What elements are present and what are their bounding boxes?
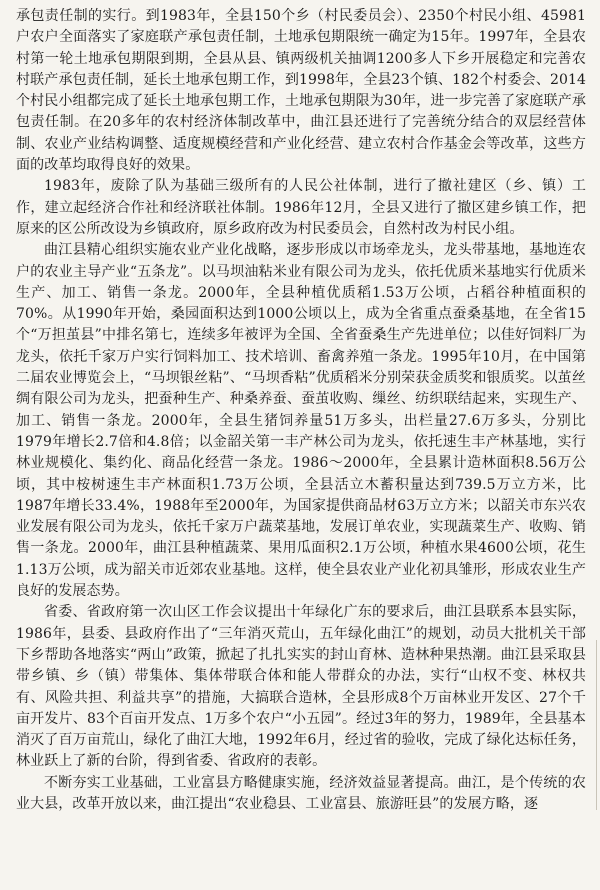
paragraph-industry: 不断夯实工业基础，工业富县方略健康实施，经济效益显著提高。曲江，是个传统的农业大县，改革开放以来，曲江提出“农业稳县、工业富县、旅游旺县”的发展方略，逐 xyxy=(16,774,586,812)
paragraph-land-contract: 承包责任制的实行。到1983年，全县150个乡（村民委员会）、2350个村民小组、45981户农户全面落实了家庭联产承包责任制，土地承包期限统一确定为15年。1997年，全县农村第一轮土地承包期限到期，全县从县、镇两级机关抽调1200多人下乡开展稳定和完善农村联产承包责任制，延长土地承包期工作，到1998年，全县23个镇、182个村委会、2014个村民小组都完成了延长土地承包期工作，土地承包期限为30年，进一步完善了家庭联产承包责任制。在20多年的农村经济体制改革中，曲江县还进行了完善统分结合的双层经营体制、农业产业结构调整、适度规模经营和产业化经营、建立农村合作基金会等改革，这些方面的改革均取得良好的效果。 xyxy=(16,8,586,174)
paragraph-agri-industrialization: 曲江县精心组织实施农业产业化战略，逐步形成以市场牵龙头，龙头带基地，基地连农户的农业主导产业“五条龙”。以马坝油粘米业有限公司为龙头，依托优质米基地实行优质米生产、加工、销售一条龙。2000年，全县种植优质稻1.53万公顷，占稻谷种植面积的70%。从1990年开始，桑园面积达到1000公顷以上，成为全省重点蚕桑基地，在全省15个“万担茧县”中排名第七，连续多年被评为全国、全省蚕桑生产先进单位；以佳好饲料厂为龙头，依托千家万户实行饲料加工、技术培训、畜禽养殖一条龙。1995年10月，在中国第二届农业博览会上，“马坝银丝粘”、“马坝香粘”优质稻米分别荣获金质奖和银质奖。以茧丝绸有限公司为龙头，把蚕种生产、种桑养蚕、蚕茧收购、缫丝、纺织联结起来，实现生产、加工、销售一条龙。2000年，全县生猪饲养量51万多头，出栏量27.6万多头，分别比1979年增长2.7倍和4.8倍；以金韶关第一丰产林公司为龙头，依托速生丰产林基地，实行林业规模化、集约化、商品化经营一条龙。1986～2000年，全县累计造林面积8.56万公顷，其中桉树速生丰产林面积1.73万公顷，全县活立木蓄积量达到739.5万立方米，比1987年增长33.4%，1988年至2000年，为国家提供商品材63万立方米；以韶关市东兴农业发展有限公司为龙头，依托千家万户蔬菜基地，发展订单农业，实现蔬菜生产、收购、销售一条龙。2000年，曲江县种植蔬菜、果用瓜面积2.1万公顷，种植水果4600公顷，花生1.13万公顷，成为韶关市近郊农业基地。这样，使全县农业产业化初具雏形，形成农业生产良好的发展态势。 xyxy=(16,242,586,600)
paragraph-greening: 省委、省政府第一次山区工作会议提出十年绿化广东的要求后，曲江县联系本县实际，1986年，县委、县政府作出了“三年消灭荒山，五年绿化曲江”的规划，动员大批机关干部下乡帮助各地落实“两山”政策，掀起了扎扎实实的封山育林、造林种果热潮。曲江县采取县带乡镇、乡（镇）带集体、集体带联合体和能人带群众的办法，实行“山权不变、林权共有、风险共担、利益共享”的措施，大搞联合造林，全县形成8个万亩林业开发区、27个千亩开发片、83个百亩开发点、1万多个农户“小五园”。经过3年的努力，1989年，全县基本消灭了百万亩荒山，绿化了曲江大地，1992年6月，经过省的验收，完成了绿化达标任务，林业跃上了新的台阶，得到省委、省政府的表彰。 xyxy=(16,604,586,770)
page-edge-mark xyxy=(596,640,597,810)
paragraph-commune-reform: 1983年，废除了队为基础三级所有的人民公社体制，进行了撤社建区（乡、镇）工作，建立起经济合作社和经济联社体制。1986年12月，全县又进行了撤区建乡镇工作，把原来的区公所改设为乡镇政府，原乡政府改为村民委员会，自然村改为村民小组。 xyxy=(16,178,586,237)
